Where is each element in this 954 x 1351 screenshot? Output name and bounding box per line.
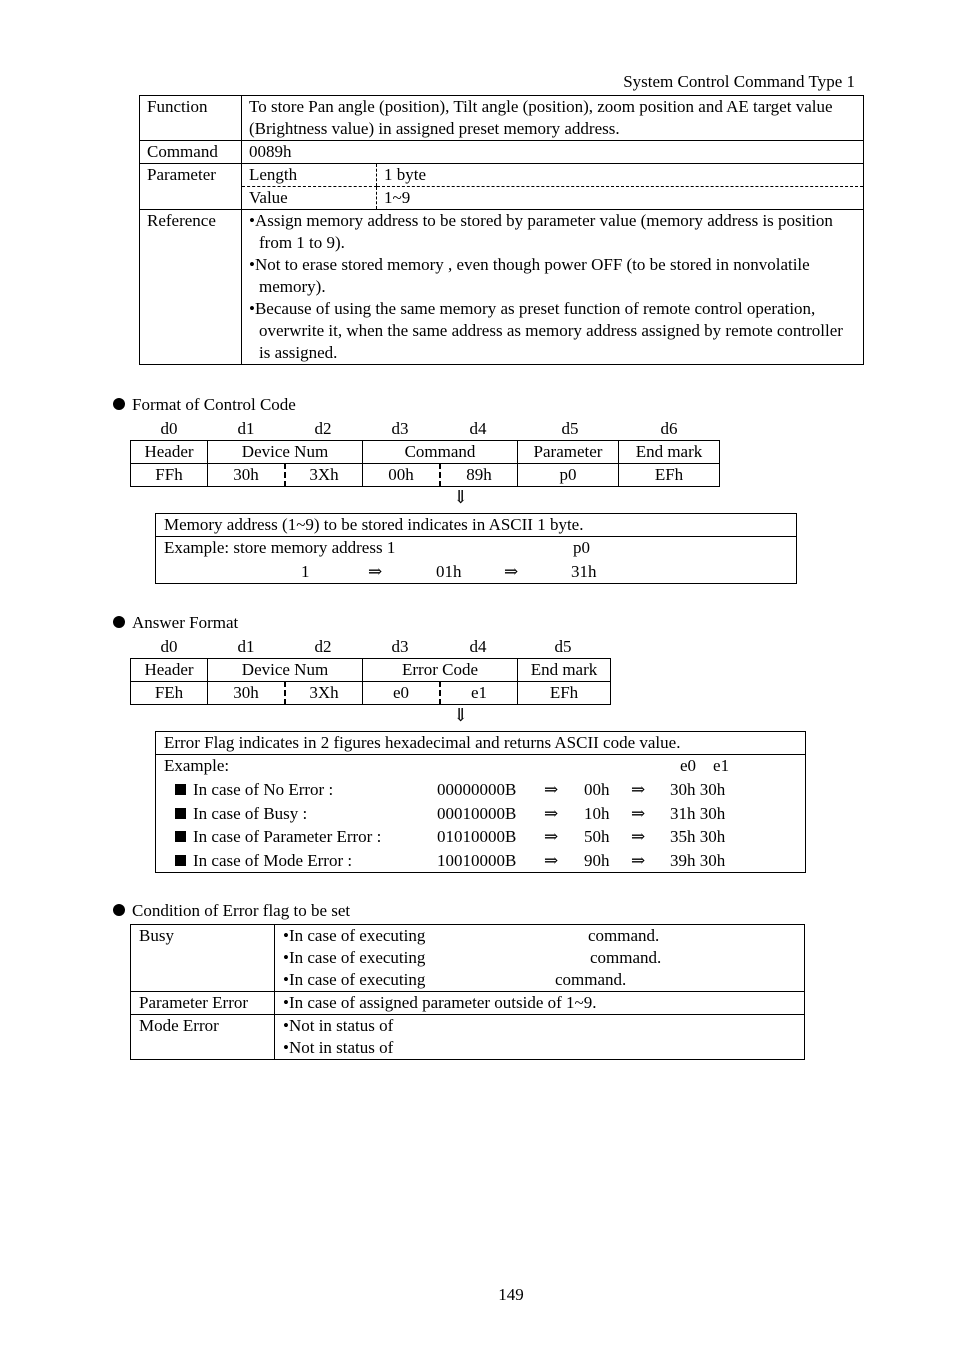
error-case-row [175, 826, 381, 848]
error-condition-heading [113, 900, 350, 922]
command-label: Command [140, 141, 242, 164]
answer-note-line: Error Flag indicates in 2 figures hexadecimal and returns ASCII code value. [156, 732, 805, 755]
example-cols: e0 e1 [680, 756, 730, 775]
function-text: To store Pan angle (position), Tilt angle (position), zoom position and AE target value (Brightness value) in assigned preset memory address. [242, 96, 864, 141]
busy-line: •In case of executing [283, 926, 426, 945]
reference-label: Reference [140, 210, 242, 365]
value-cell: FEh [131, 682, 208, 705]
parameter-subtable [242, 164, 863, 209]
param-error-label: Parameter Error [131, 992, 275, 1015]
example-value: 1 [301, 562, 310, 581]
case-hex: 10h [584, 804, 610, 823]
error-condition-table [130, 924, 805, 1060]
arrow-icon: ⇒ [368, 562, 383, 581]
arrow-icon: ⇒ [631, 827, 646, 846]
reference-cell [242, 210, 864, 365]
busy-label: Busy [131, 925, 275, 992]
case-binary: 01010000B [437, 827, 517, 846]
page-header: System Control Command Type 1 [623, 72, 855, 91]
error-case-row [175, 779, 333, 801]
arrow-icon: ⇒ [544, 780, 559, 799]
page-number: 149 [498, 1285, 524, 1304]
arrow-icon: ⇒ [631, 804, 646, 823]
command-value: 0089h [242, 141, 864, 164]
case-label: In case of Mode Error : [193, 851, 353, 870]
value-cell: EFh [518, 682, 611, 705]
header-cell: Header [131, 659, 208, 682]
case-binary: 00010000B [437, 804, 517, 823]
parameter-label: Parameter [140, 164, 242, 210]
error-case-row [175, 803, 307, 825]
function-table [139, 95, 864, 365]
control-note-line: Memory address (1~9) to be stored indicates in ASCII 1 byte. [156, 514, 796, 537]
control-code-table [130, 440, 720, 487]
example-label: Example: store memory address 1 [164, 538, 396, 557]
square-bullet-icon [175, 855, 186, 866]
function-label: Function [140, 96, 242, 141]
error-case-row [175, 850, 352, 872]
error-condition-title: Condition of Error flag to be set [132, 901, 351, 920]
d-label: d3 [391, 419, 409, 438]
d-label: d6 [660, 419, 678, 438]
down-arrow-icon: ⇓ [453, 705, 469, 725]
d-label: d3 [391, 637, 409, 656]
example-value: 01h [436, 562, 462, 581]
d-label: d2 [314, 637, 332, 656]
control-example [156, 537, 796, 583]
busy-line-right: command. [555, 970, 627, 989]
answer-example [156, 755, 805, 872]
control-d-labels [0, 418, 954, 440]
case-label: In case of No Error : [193, 780, 334, 799]
mode-error-label: Mode Error [131, 1015, 275, 1060]
case-label: In case of Parameter Error : [193, 827, 382, 846]
bullet-icon [113, 616, 125, 628]
answer-format-title: Answer Format [132, 613, 239, 632]
busy-line-right: command. [588, 926, 660, 945]
arrow-icon: ⇒ [631, 851, 646, 870]
value-cell: e0 [363, 682, 441, 705]
busy-line: •In case of executing [283, 970, 426, 989]
case-ascii: 31h 30h [670, 804, 726, 823]
case-hex: 50h [584, 827, 610, 846]
arrow-icon: ⇒ [631, 780, 646, 799]
square-bullet-icon [175, 831, 186, 842]
header-cell: Header [131, 441, 208, 464]
d-label: d0 [160, 419, 178, 438]
value-cell: 30h [208, 464, 286, 487]
value-cell: e1 [440, 682, 518, 705]
bullet-icon [113, 398, 125, 410]
arrow-icon: ⇒ [544, 804, 559, 823]
value-cell: 00h [363, 464, 441, 487]
error-code-cell: Error Code [363, 659, 518, 682]
command-cell: Command [363, 441, 518, 464]
parameter-cell [242, 164, 864, 210]
value-cell: FFh [131, 464, 208, 487]
length-label: Length [242, 164, 377, 187]
arrow-icon: ⇒ [544, 827, 559, 846]
answer-note-box [155, 731, 806, 873]
value-cell: 89h [440, 464, 518, 487]
control-code-heading [113, 394, 296, 416]
end-mark-cell: End mark [619, 441, 720, 464]
control-code-title: Format of Control Code [132, 395, 296, 414]
reference-item: •Not to erase stored memory , even though power OFF (to be stored in nonvolatile memory). [249, 255, 810, 296]
case-ascii: 39h 30h [670, 851, 726, 870]
d-label: d5 [554, 637, 572, 656]
arrow-icon: ⇒ [544, 851, 559, 870]
param-error-line: •In case of assigned parameter outside of 1~9. [275, 992, 805, 1015]
d-label: d0 [160, 637, 178, 656]
case-label: In case of Busy : [193, 804, 308, 823]
answer-code-table [130, 658, 611, 705]
reference-item: •Because of using the same memory as preset function of remote control operation, overwrite it, when the same address as memory address assigned by remote controller is assigned. [249, 299, 843, 362]
value-cell: p0 [518, 464, 619, 487]
d-label: d2 [314, 419, 332, 438]
busy-cell [275, 925, 805, 992]
value-cell: EFh [619, 464, 720, 487]
d-label: d4 [469, 637, 487, 656]
mode-error-line: •Not in status of [283, 1038, 394, 1057]
square-bullet-icon [175, 808, 186, 819]
example-p0: p0 [573, 538, 590, 557]
case-hex: 90h [584, 851, 610, 870]
length-value: 1 byte [377, 164, 864, 187]
d-label: d1 [237, 419, 255, 438]
arrow-icon: ⇒ [504, 562, 519, 581]
value-value: 1~9 [377, 187, 864, 210]
case-binary: 00000000B [437, 780, 517, 799]
control-note-box [155, 513, 797, 584]
example-label: Example: [164, 756, 230, 775]
d-label: d5 [561, 419, 579, 438]
end-mark-cell: End mark [518, 659, 611, 682]
d-label: d4 [469, 419, 487, 438]
d-label: d1 [237, 637, 255, 656]
busy-line: •In case of executing [283, 948, 426, 967]
answer-format-heading [113, 612, 238, 634]
example-value: 31h [571, 562, 597, 581]
case-binary: 10010000B [437, 851, 517, 870]
case-hex: 00h [584, 780, 610, 799]
value-cell: 30h [208, 682, 286, 705]
down-arrow-icon: ⇓ [453, 487, 469, 507]
device-num-cell: Device Num [208, 659, 363, 682]
square-bullet-icon [175, 784, 186, 795]
device-num-cell: Device Num [208, 441, 363, 464]
value-cell: 3Xh [285, 464, 363, 487]
reference-item: •Assign memory address to be stored by parameter value (memory address is position from 1 to 9). [249, 211, 833, 252]
parameter-cell: Parameter [518, 441, 619, 464]
mode-error-cell [275, 1015, 805, 1060]
busy-line-right: command. [590, 948, 662, 967]
value-cell: 3Xh [285, 682, 363, 705]
value-label: Value [249, 188, 288, 207]
mode-error-line: •Not in status of [283, 1016, 394, 1035]
answer-d-labels [0, 636, 954, 658]
bullet-icon [113, 904, 125, 916]
case-ascii: 35h 30h [670, 827, 726, 846]
case-ascii: 30h 30h [670, 780, 726, 799]
